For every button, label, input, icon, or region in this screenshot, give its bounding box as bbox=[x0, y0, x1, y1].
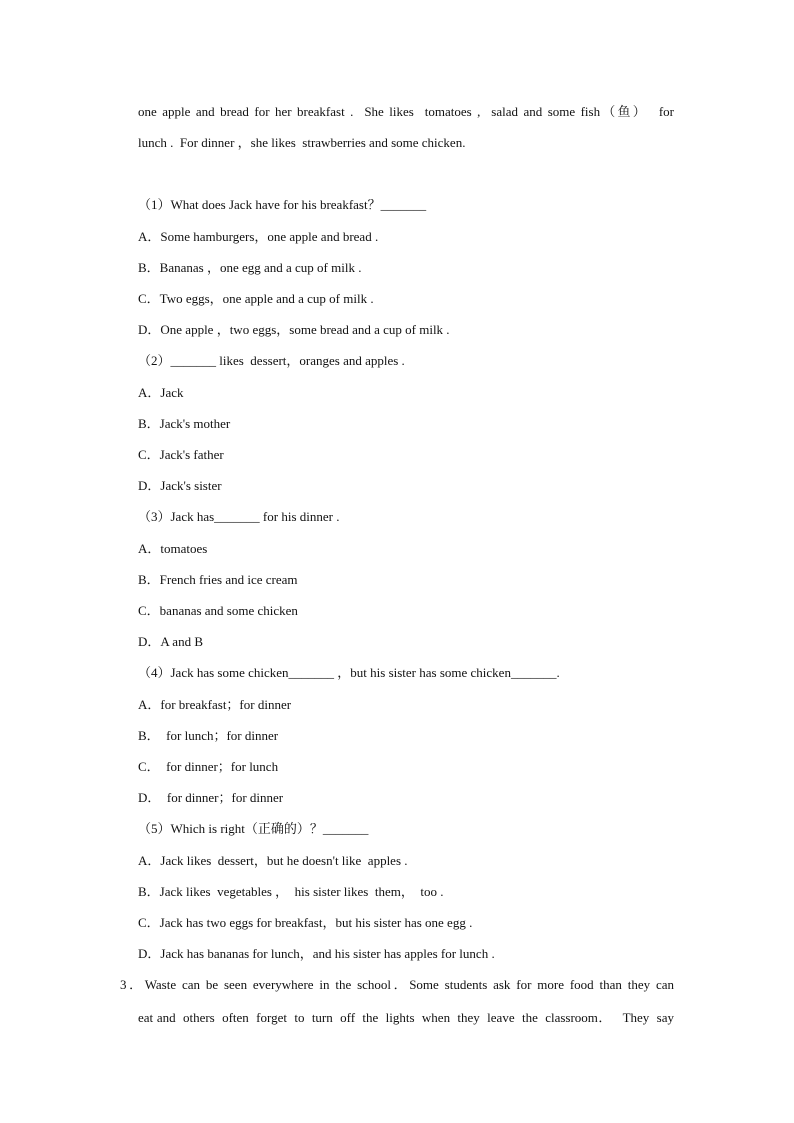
question-1-stem: （1）What does Jack have for his breakfast？_______ bbox=[138, 197, 427, 212]
passage-line-1: one apple and bread for her breakfast . She likes tomatoes , salad and some fish（鱼） for bbox=[138, 104, 674, 119]
question-4-stem: （4）Jack has some chicken_______ ，but his sister has some chicken_______. bbox=[138, 665, 560, 680]
question-1-option-d: D．One apple ，two eggs，some bread and a cup of milk . bbox=[138, 322, 450, 337]
question-1-option-a: A．Some hamburgers，one apple and bread . bbox=[138, 229, 379, 244]
passage-line-2: lunch . For dinner ，she likes strawberries and some chicken. bbox=[138, 135, 466, 150]
question-3-option-a: A．tomatoes bbox=[138, 541, 208, 556]
question-5-option-d: D．Jack has bananas for lunch，and his sister has apples for lunch . bbox=[138, 946, 495, 961]
question-4-option-a: A．for breakfast；for dinner bbox=[138, 697, 292, 712]
question-3-option-c: C．bananas and some chicken bbox=[138, 603, 298, 618]
question-5-option-c: C．Jack has two eggs for breakfast，but his sister has one egg . bbox=[138, 915, 473, 930]
question-2-option-c: C．Jack's father bbox=[138, 447, 224, 462]
question-2-stem: （2）_______ likes dessert，oranges and apples . bbox=[138, 353, 405, 368]
question-4-option-d: D． for dinner；for dinner bbox=[138, 790, 284, 805]
question-5-stem: （5）Which is right（正确的）？_______ bbox=[138, 821, 369, 836]
question-5-option-a: A．Jack likes dessert，but he doesn't like apples . bbox=[138, 853, 408, 868]
next-passage-line-2: eat and others often forget to turn off the lights when they leave the classroom． They say bbox=[138, 1010, 674, 1025]
next-passage-line-1: 3．Waste can be seen everywhere in the school．Some students ask for more food than they can bbox=[120, 977, 674, 992]
question-1-option-c: C．Two eggs，one apple and a cup of milk . bbox=[138, 291, 374, 306]
question-3-option-d: D．A and B bbox=[138, 634, 204, 649]
question-3-stem: （3）Jack has_______ for his dinner . bbox=[138, 509, 340, 524]
question-4-option-c: C． for dinner；for lunch bbox=[138, 759, 279, 774]
question-2-option-a: A．Jack bbox=[138, 385, 184, 400]
question-4-option-b: B． for lunch；for dinner bbox=[138, 728, 279, 743]
question-2-option-b: B．Jack's mother bbox=[138, 416, 231, 431]
question-3-option-b: B．French fries and ice cream bbox=[138, 572, 298, 587]
question-1-option-b: B．Bananas ，one egg and a cup of milk . bbox=[138, 260, 362, 275]
question-5-option-b: B．Jack likes vegetables ， his sister likes them， too . bbox=[138, 884, 444, 899]
question-2-option-d: D．Jack's sister bbox=[138, 478, 222, 493]
